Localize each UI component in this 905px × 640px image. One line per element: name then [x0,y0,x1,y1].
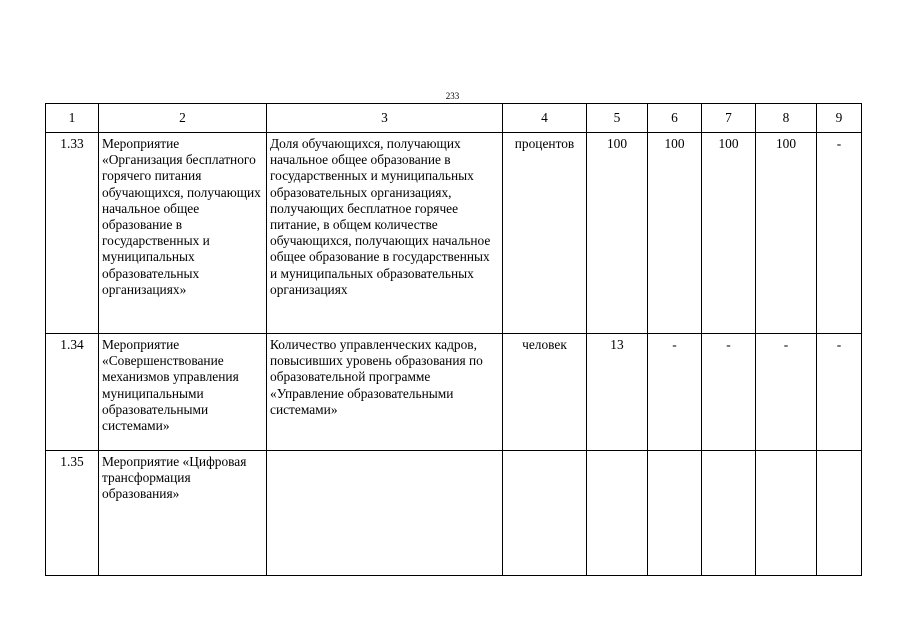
indicator-name: Доля обучающихся, получающих начальное общее образование в государственных и муниципальных образовательных организациях, получающих бесплатное горячее питание, в общем количестве обучающихся, получающих начальное общее образование в государственных и муниципальных образовательных организациях [267,133,503,334]
unit [503,451,587,576]
value-col-8: - [756,334,817,451]
col-header-9: 9 [817,104,862,133]
col-header-7: 7 [702,104,756,133]
value-col-6: - [648,334,702,451]
value-col-8 [756,451,817,576]
value-col-6 [648,451,702,576]
value-col-6: 100 [648,133,702,334]
row-number: 1.33 [46,133,99,334]
value-col-8: 100 [756,133,817,334]
row-number: 1.35 [46,451,99,576]
col-header-4: 4 [503,104,587,133]
table-row [46,334,862,451]
value-col-9 [817,451,862,576]
col-header-8: 8 [756,104,817,133]
value-col-9: - [817,133,862,334]
col-header-5: 5 [587,104,648,133]
value-col-5: 13 [587,334,648,451]
value-col-7: 100 [702,133,756,334]
event-name: Мероприятие «Совершенствование механизмов управления муниципальными образовательными системами» [99,334,267,451]
table-row [46,451,862,576]
col-header-1: 1 [46,104,99,133]
row-number: 1.34 [46,334,99,451]
header-row [46,104,862,133]
indicator-name [267,451,503,576]
value-col-5 [587,451,648,576]
col-header-6: 6 [648,104,702,133]
table-row [46,133,862,334]
col-header-3: 3 [267,104,503,133]
event-name: Мероприятие «Цифровая трансформация образования» [99,451,267,576]
value-col-7 [702,451,756,576]
col-header-2: 2 [99,104,267,133]
indicator-name: Количество управленческих кадров, повысивших уровень образования по образовательной программе «Управление образовательными системами» [267,334,503,451]
unit: процентов [503,133,587,334]
unit: человек [503,334,587,451]
value-col-7: - [702,334,756,451]
page-number: 233 [445,91,460,101]
indicators-table [45,103,862,576]
event-name: Мероприятие «Организация бесплатного горячего питания обучающихся, получающих начальное общее образование в государственных и муниципальных образовательных организациях» [99,133,267,334]
value-col-9: - [817,334,862,451]
value-col-5: 100 [587,133,648,334]
